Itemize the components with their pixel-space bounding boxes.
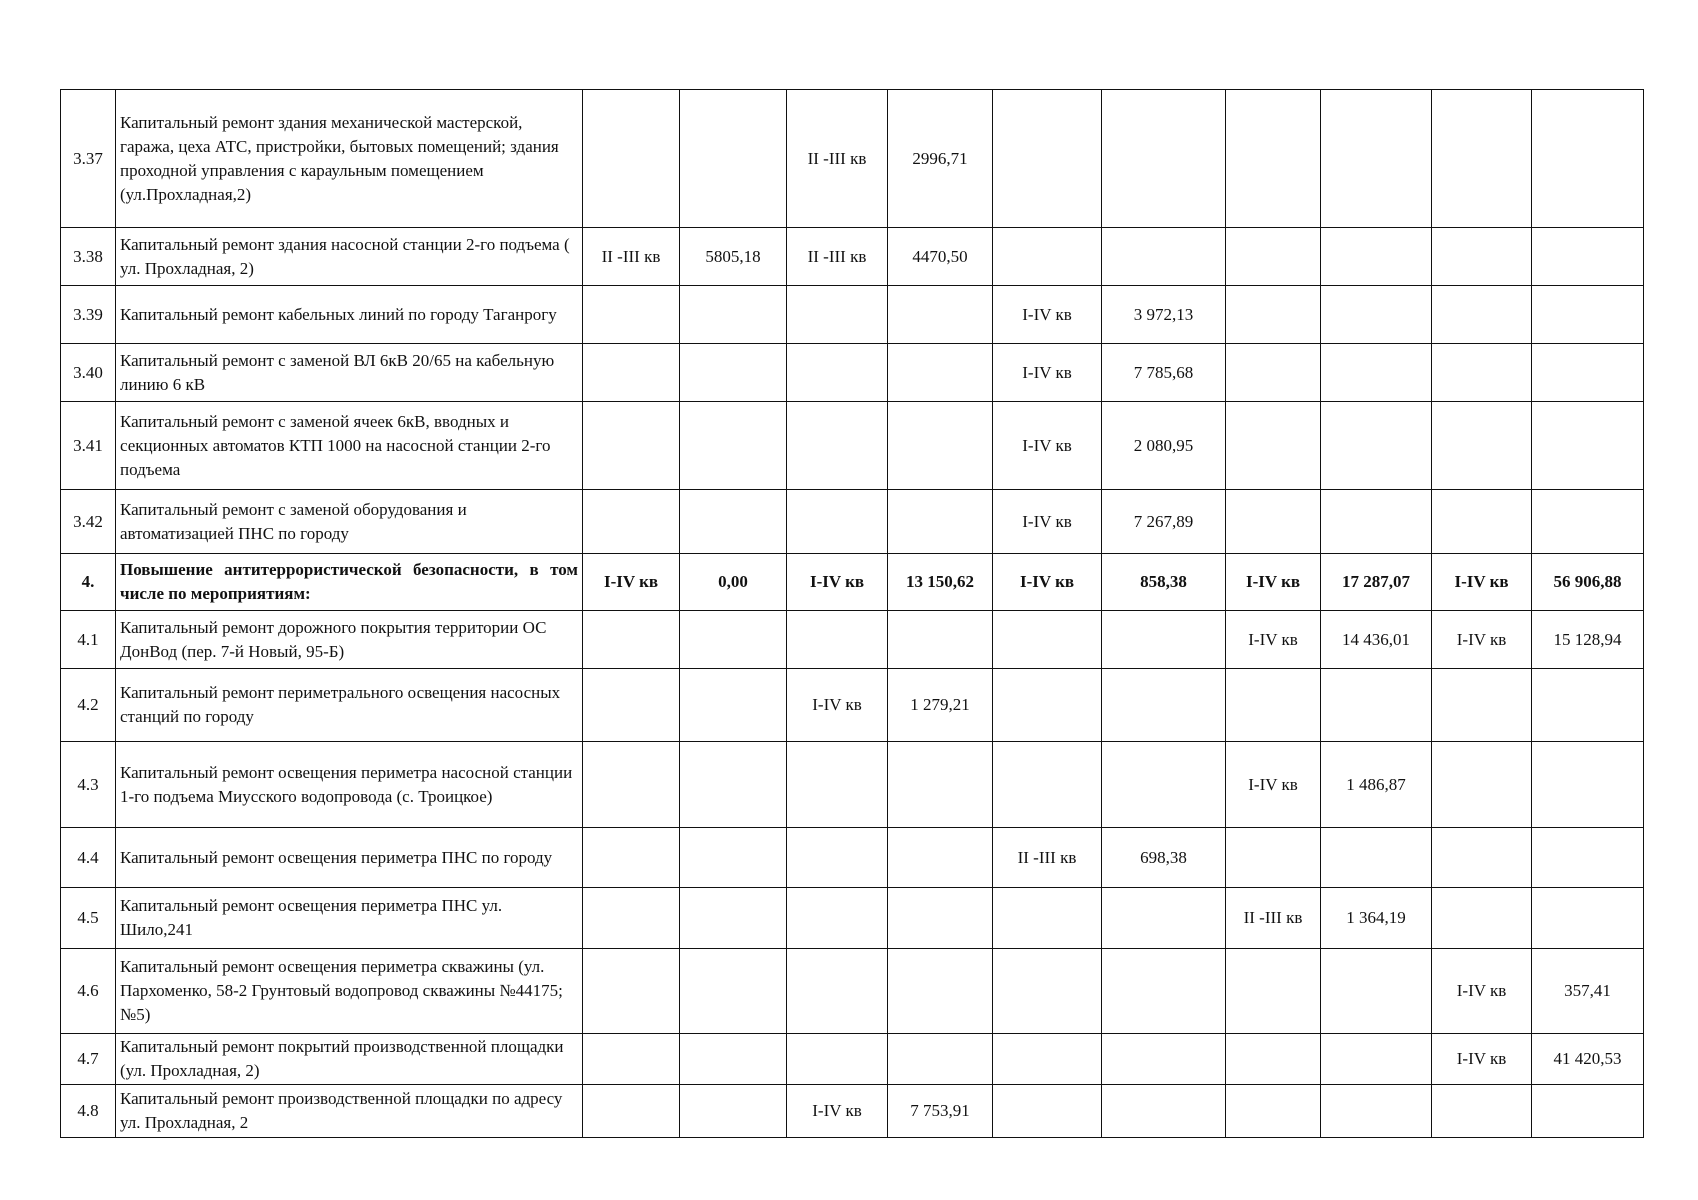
amount-cell <box>680 1085 787 1138</box>
amount-cell <box>888 344 993 402</box>
quarter-cell: I-IV кв <box>1432 554 1532 611</box>
amount-cell <box>1102 1034 1226 1085</box>
quarter-cell: I-IV кв <box>993 490 1102 554</box>
row-number: 4.4 <box>61 828 116 888</box>
quarter-cell: II -III кв <box>787 228 888 286</box>
table-row <box>61 949 1644 1034</box>
work-description: Капитальный ремонт покрытий производственной площадки (ул. Прохладная, 2) <box>116 1034 583 1085</box>
quarter-cell <box>787 828 888 888</box>
amount-cell: 0,00 <box>680 554 787 611</box>
quarter-cell <box>583 742 680 828</box>
row-number: 4.7 <box>61 1034 116 1085</box>
work-description: Повышение антитеррористической безопасности, в том числе по мероприятиям: <box>116 554 583 611</box>
quarter-cell <box>1226 286 1321 344</box>
quarter-cell <box>787 611 888 669</box>
row-number: 3.41 <box>61 402 116 490</box>
row-number: 3.40 <box>61 344 116 402</box>
row-number: 4.5 <box>61 888 116 949</box>
amount-cell <box>1532 344 1644 402</box>
row-number: 4.1 <box>61 611 116 669</box>
quarter-cell <box>583 888 680 949</box>
amount-cell <box>680 490 787 554</box>
amount-cell <box>1532 888 1644 949</box>
amount-cell <box>680 669 787 742</box>
amount-cell <box>1102 611 1226 669</box>
quarter-cell <box>787 1034 888 1085</box>
quarter-cell: I-IV кв <box>1226 611 1321 669</box>
quarter-cell <box>993 949 1102 1034</box>
quarter-cell <box>787 490 888 554</box>
quarter-cell <box>787 286 888 344</box>
amount-cell <box>1321 669 1432 742</box>
amount-cell <box>1532 402 1644 490</box>
work-description: Капитальный ремонт производственной площадки по адресу ул. Прохладная, 2 <box>116 1085 583 1138</box>
work-description: Капитальный ремонт кабельных линий по городу Таганрогу <box>116 286 583 344</box>
quarter-cell <box>1226 344 1321 402</box>
work-description: Капитальный ремонт здания насосной станции 2-го подъема ( ул. Прохладная, 2) <box>116 228 583 286</box>
amount-cell <box>1532 286 1644 344</box>
amount-cell: 2 080,95 <box>1102 402 1226 490</box>
quarter-cell <box>1432 888 1532 949</box>
amount-cell <box>888 402 993 490</box>
table-body <box>61 90 1644 1138</box>
table-row <box>61 1034 1644 1085</box>
table-row <box>61 90 1644 228</box>
amount-cell <box>1532 1085 1644 1138</box>
quarter-cell <box>993 611 1102 669</box>
quarter-cell: I-IV кв <box>1432 1034 1532 1085</box>
works-table <box>60 89 1644 1138</box>
quarter-cell <box>993 90 1102 228</box>
amount-cell <box>1532 490 1644 554</box>
amount-cell <box>1321 1085 1432 1138</box>
amount-cell: 357,41 <box>1532 949 1644 1034</box>
amount-cell <box>680 344 787 402</box>
quarter-cell <box>787 888 888 949</box>
quarter-cell <box>1432 490 1532 554</box>
quarter-cell <box>583 1034 680 1085</box>
quarter-cell <box>1226 949 1321 1034</box>
quarter-cell <box>993 1034 1102 1085</box>
work-description: Капитальный ремонт здания механической мастерской, гаража, цеха АТС, пристройки, бытовых помещений; здания проходной управления с караульным помещением (ул.Прохладная,2) <box>116 90 583 228</box>
quarter-cell <box>1432 402 1532 490</box>
quarter-cell <box>1226 228 1321 286</box>
amount-cell <box>1102 90 1226 228</box>
row-number: 3.42 <box>61 490 116 554</box>
amount-cell: 17 287,07 <box>1321 554 1432 611</box>
row-number: 4.3 <box>61 742 116 828</box>
quarter-cell <box>993 669 1102 742</box>
amount-cell <box>888 490 993 554</box>
quarter-cell <box>787 742 888 828</box>
amount-cell: 1 279,21 <box>888 669 993 742</box>
amount-cell: 56 906,88 <box>1532 554 1644 611</box>
quarter-cell: I-IV кв <box>1432 611 1532 669</box>
amount-cell <box>680 402 787 490</box>
quarter-cell <box>583 1085 680 1138</box>
amount-cell <box>1321 344 1432 402</box>
quarter-cell <box>1226 490 1321 554</box>
quarter-cell <box>1226 90 1321 228</box>
quarter-cell: I-IV кв <box>993 402 1102 490</box>
amount-cell: 14 436,01 <box>1321 611 1432 669</box>
amount-cell <box>680 286 787 344</box>
amount-cell <box>1102 949 1226 1034</box>
quarter-cell: I-IV кв <box>1432 949 1532 1034</box>
amount-cell <box>1321 949 1432 1034</box>
amount-cell <box>888 611 993 669</box>
amount-cell <box>1102 228 1226 286</box>
quarter-cell <box>993 742 1102 828</box>
quarter-cell <box>583 669 680 742</box>
table-row <box>61 888 1644 949</box>
quarter-cell: I-IV кв <box>993 554 1102 611</box>
quarter-cell <box>1226 669 1321 742</box>
amount-cell: 41 420,53 <box>1532 1034 1644 1085</box>
amount-cell <box>888 888 993 949</box>
amount-cell <box>680 888 787 949</box>
amount-cell: 858,38 <box>1102 554 1226 611</box>
quarter-cell <box>993 888 1102 949</box>
amount-cell <box>680 1034 787 1085</box>
table-row <box>61 1085 1644 1138</box>
table-row <box>61 828 1644 888</box>
quarter-cell <box>1432 228 1532 286</box>
row-number: 4.8 <box>61 1085 116 1138</box>
amount-cell: 698,38 <box>1102 828 1226 888</box>
quarter-cell: I-IV кв <box>787 669 888 742</box>
quarter-cell <box>1226 1085 1321 1138</box>
table-row <box>61 742 1644 828</box>
row-number: 4.6 <box>61 949 116 1034</box>
amount-cell <box>1532 669 1644 742</box>
amount-cell: 1 486,87 <box>1321 742 1432 828</box>
quarter-cell: I-IV кв <box>1226 742 1321 828</box>
amount-cell: 2996,71 <box>888 90 993 228</box>
quarter-cell <box>583 828 680 888</box>
quarter-cell: II -III кв <box>787 90 888 228</box>
quarter-cell <box>1432 828 1532 888</box>
quarter-cell <box>787 344 888 402</box>
amount-cell: 7 753,91 <box>888 1085 993 1138</box>
quarter-cell <box>787 949 888 1034</box>
amount-cell <box>1532 228 1644 286</box>
row-number: 3.38 <box>61 228 116 286</box>
amount-cell <box>888 1034 993 1085</box>
table-row <box>61 402 1644 490</box>
amount-cell: 7 267,89 <box>1102 490 1226 554</box>
quarter-cell <box>583 90 680 228</box>
table-row <box>61 286 1644 344</box>
row-number: 3.39 <box>61 286 116 344</box>
work-description: Капитальный ремонт дорожного покрытия территории ОС ДонВод (пер. 7-й Новый, 95-Б) <box>116 611 583 669</box>
quarter-cell: II -III кв <box>1226 888 1321 949</box>
table-row <box>61 228 1644 286</box>
work-description: Капитальный ремонт с заменой оборудования и автоматизацией ПНС по городу <box>116 490 583 554</box>
amount-cell <box>888 949 993 1034</box>
quarter-cell <box>1432 1085 1532 1138</box>
amount-cell <box>888 286 993 344</box>
quarter-cell: I-IV кв <box>1226 554 1321 611</box>
quarter-cell: I-IV кв <box>993 344 1102 402</box>
work-description: Капитальный ремонт освещения периметра насосной станции 1-го подъема Миусского водопровода (с. Троицкое) <box>116 742 583 828</box>
amount-cell: 4470,50 <box>888 228 993 286</box>
quarter-cell <box>583 490 680 554</box>
quarter-cell <box>583 344 680 402</box>
quarter-cell <box>993 1085 1102 1138</box>
work-description: Капитальный ремонт с заменой ВЛ 6кВ 20/65 на кабельную линию 6 кВ <box>116 344 583 402</box>
quarter-cell <box>583 949 680 1034</box>
quarter-cell: II -III кв <box>993 828 1102 888</box>
amount-cell: 3 972,13 <box>1102 286 1226 344</box>
quarter-cell: I-IV кв <box>787 554 888 611</box>
row-number: 4. <box>61 554 116 611</box>
quarter-cell: I-IV кв <box>787 1085 888 1138</box>
amount-cell <box>1321 402 1432 490</box>
amount-cell <box>888 742 993 828</box>
quarter-cell <box>787 402 888 490</box>
table-row <box>61 490 1644 554</box>
table-row <box>61 669 1644 742</box>
amount-cell <box>680 828 787 888</box>
amount-cell: 5805,18 <box>680 228 787 286</box>
amount-cell <box>680 742 787 828</box>
table-row <box>61 344 1644 402</box>
amount-cell <box>1102 888 1226 949</box>
amount-cell <box>1321 90 1432 228</box>
amount-cell: 7 785,68 <box>1102 344 1226 402</box>
quarter-cell <box>1226 1034 1321 1085</box>
amount-cell <box>680 949 787 1034</box>
amount-cell <box>1321 228 1432 286</box>
work-description: Капитальный ремонт освещения периметра ПНС ул. Шило,241 <box>116 888 583 949</box>
quarter-cell <box>1432 669 1532 742</box>
quarter-cell: I-IV кв <box>993 286 1102 344</box>
quarter-cell <box>583 402 680 490</box>
amount-cell <box>1102 1085 1226 1138</box>
row-number: 3.37 <box>61 90 116 228</box>
row-number: 4.2 <box>61 669 116 742</box>
quarter-cell: I-IV кв <box>583 554 680 611</box>
amount-cell <box>1321 1034 1432 1085</box>
quarter-cell <box>993 228 1102 286</box>
quarter-cell <box>1226 402 1321 490</box>
amount-cell <box>1532 742 1644 828</box>
amount-cell <box>1321 828 1432 888</box>
amount-cell <box>1532 90 1644 228</box>
amount-cell <box>1102 669 1226 742</box>
amount-cell <box>1321 286 1432 344</box>
amount-cell <box>1532 828 1644 888</box>
quarter-cell <box>1432 742 1532 828</box>
quarter-cell <box>1432 90 1532 228</box>
amount-cell: 15 128,94 <box>1532 611 1644 669</box>
quarter-cell <box>583 611 680 669</box>
amount-cell: 1 364,19 <box>1321 888 1432 949</box>
amount-cell: 13 150,62 <box>888 554 993 611</box>
amount-cell <box>680 611 787 669</box>
quarter-cell <box>1226 828 1321 888</box>
work-description: Капитальный ремонт с заменой ячеек 6кВ, вводных и секционных автоматов КТП 1000 на насосной станции 2-го подъема <box>116 402 583 490</box>
quarter-cell <box>1432 344 1532 402</box>
amount-cell <box>1321 490 1432 554</box>
amount-cell <box>888 828 993 888</box>
amount-cell <box>680 90 787 228</box>
quarter-cell: II -III кв <box>583 228 680 286</box>
work-description: Капитальный ремонт периметрального освещения насосных станций по городу <box>116 669 583 742</box>
work-description: Капитальный ремонт освещения периметра ПНС по городу <box>116 828 583 888</box>
quarter-cell <box>1432 286 1532 344</box>
amount-cell <box>1102 742 1226 828</box>
table-row <box>61 611 1644 669</box>
table-row <box>61 554 1644 611</box>
work-description: Капитальный ремонт освещения периметра скважины (ул. Пархоменко, 58-2 Грунтовый водопровод скважины №44175; №5) <box>116 949 583 1034</box>
quarter-cell <box>583 286 680 344</box>
